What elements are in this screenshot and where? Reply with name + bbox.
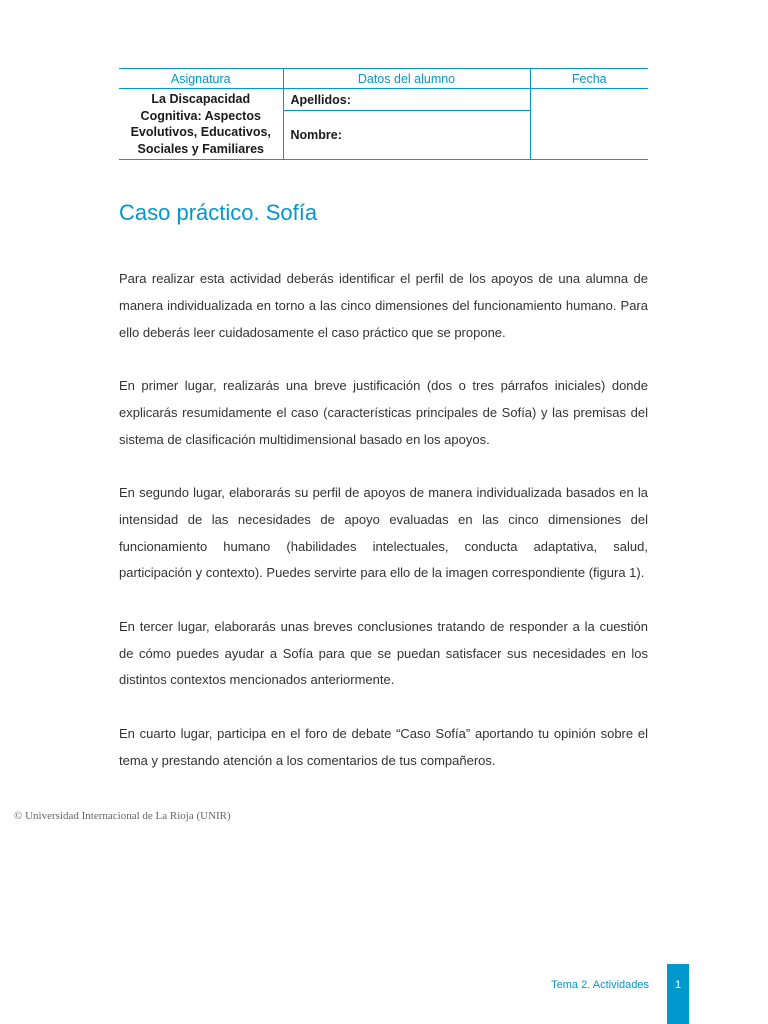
paragraph-third-step: En tercer lugar, elaborarás unas breves conclusiones tratando de responder a la cuestión de cómo puedes ayudar a Sofía para que se puedan satisfacer sus necesidades en los distintos contextos mencionados anteriormente. bbox=[119, 618, 648, 688]
header-row bbox=[119, 69, 648, 89]
page-number: 1 bbox=[674, 979, 682, 991]
page-number-tab bbox=[667, 964, 689, 1024]
column-header-subject: Asignatura bbox=[119, 69, 283, 89]
paragraph-fourth-step: En cuarto lugar, participa en el foro de debate “Caso Sofía” aportando tu opinión sobre el tema y prestando atención a los comentarios de tus compañeros. bbox=[119, 725, 648, 768]
name-field[interactable]: Nombre: bbox=[283, 111, 530, 160]
paragraph-intro: Para realizar esta actividad deberás identificar el perfil de los apoyos de una alumna de manera individualizada en torno a las cinco dimensiones del funcionamiento humano. Para ello deberás leer cuidadosamente el caso práctico que se propone. bbox=[119, 271, 648, 340]
paragraph-first-step: En primer lugar, realizarás una breve justificación (dos o tres párrafos iniciales) donde explicarás resumidamente el caso (características principales de Sofía) y las premisas del sistema de clasificación multidimensional basado en los apoyos. bbox=[119, 377, 648, 447]
paragraph-second-step: En segundo lugar, elaborarás su perfil de apoyos de manera individualizada basados en la intensidad de las necesidades de apoyo evaluadas en las cinco dimensiones del funcionamiento humano (habilidades intelectuales, conducta adaptativa, salud, participación y contexto). Puedes servirte para ello de la imagen correspondiente (figura 1). bbox=[119, 484, 648, 581]
copyright-notice: © Universidad Internacional de La Rioja (UNIR) bbox=[14, 810, 231, 822]
column-header-student-data: Datos del alumno bbox=[283, 69, 530, 89]
table-row bbox=[119, 89, 648, 111]
surname-field[interactable]: Apellidos: bbox=[283, 89, 530, 111]
subject-cell: La Discapacidad Cognitiva: Aspectos Evolutivos, Educativos, Sociales y Familiares bbox=[119, 89, 283, 160]
footer-section-label: Tema 2. Actividades bbox=[551, 979, 649, 991]
date-field[interactable] bbox=[530, 89, 648, 160]
instructions-body bbox=[119, 266, 648, 801]
column-header-date: Fecha bbox=[530, 69, 648, 89]
page-title: Caso práctico. Sofía bbox=[119, 200, 318, 225]
header-table bbox=[119, 68, 648, 160]
